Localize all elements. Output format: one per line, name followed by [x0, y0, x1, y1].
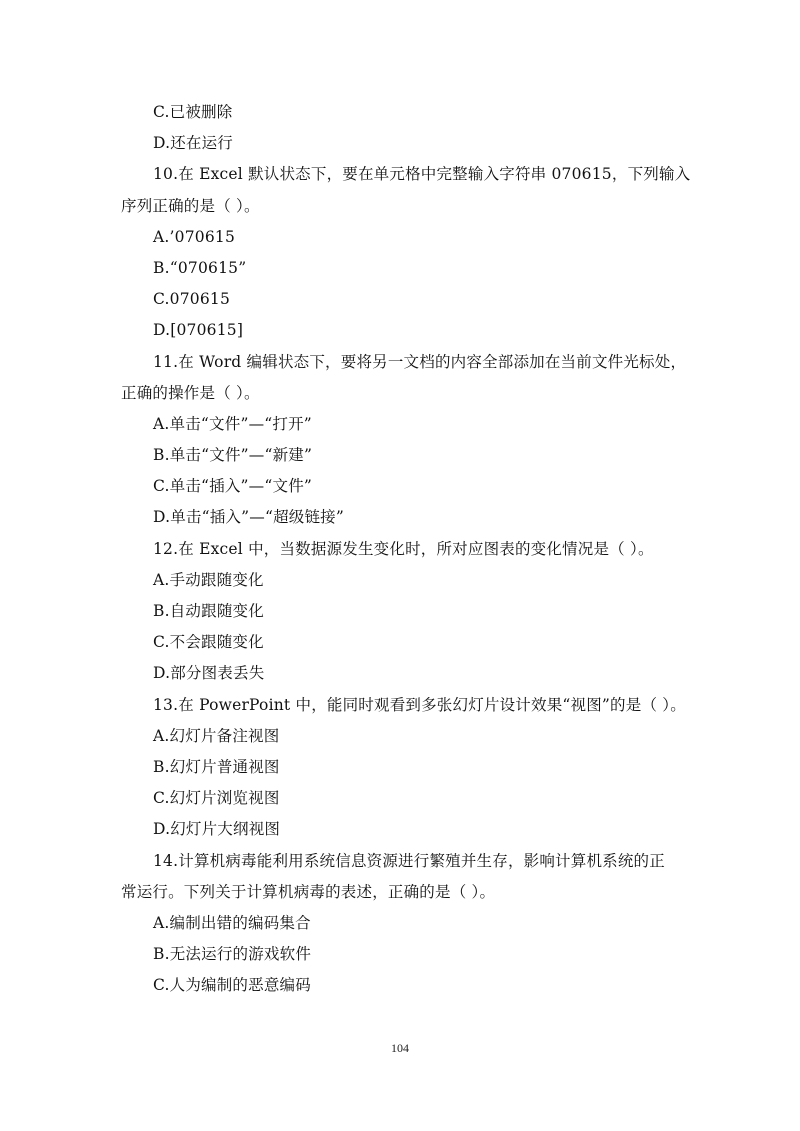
- answer-option: D.[070615]: [153, 321, 244, 340]
- answer-option: C.070615: [153, 290, 231, 309]
- answer-option: A.手动跟随变化: [153, 570, 264, 589]
- answer-option: C.不会跟随变化: [153, 633, 264, 652]
- answer-option: B.无法运行的游戏软件: [153, 945, 312, 964]
- answer-option: B.自动跟随变化: [153, 602, 264, 620]
- answer-option: D.部分图表丢失: [153, 664, 265, 683]
- answer-option: B.“070615”: [153, 258, 247, 277]
- question-text: 10.在 Excel 默认状态下，要在单元格中完整输入字符串 070615，下列输入: [153, 165, 691, 184]
- answer-option: C.人为编制的恶意编码: [153, 976, 311, 995]
- question-text: 12.在 Excel 中，当数据源发生变化时，所对应图表的变化情况是（ ）。: [153, 539, 654, 558]
- answer-option: A.幻灯片备注视图: [153, 726, 280, 745]
- answer-option: C.已被删除: [153, 103, 233, 121]
- answer-option: D.幻灯片大纲视图: [153, 820, 281, 839]
- answer-option: D.单击“插入”—“超级链接”: [153, 508, 344, 527]
- page-number: 104: [391, 1041, 409, 1055]
- question-text-continued: 常运行。下列关于计算机病毒的表述，正确的是（ ）。: [121, 882, 496, 901]
- answer-option: B.幻灯片普通视图: [153, 757, 280, 776]
- question-text-continued: 序列正确的是（ ）。: [121, 196, 260, 215]
- answer-option: C.幻灯片浏览视图: [153, 789, 280, 808]
- answer-option: B.单击“文件”—“新建”: [153, 446, 313, 465]
- answer-option: D.还在运行: [153, 134, 234, 153]
- question-text: 13.在 PowerPoint 中，能同时观看到多张幻灯片设计效果“视图”的是（ ）。: [153, 695, 686, 714]
- answer-option: A.’070615: [153, 227, 236, 246]
- question-text-continued: 正确的操作是（ ）。: [121, 383, 260, 402]
- question-text: 14.计算机病毒能利用系统信息资源进行繁殖并生存，影响计算机系统的正: [153, 851, 665, 870]
- page-content: [121, 97, 691, 1001]
- question-text: 11.在 Word 编辑状态下，要将另一文档的内容全部添加在当前文件光标处，: [153, 352, 687, 371]
- answer-option: A.单击“文件”—“打开”: [153, 414, 312, 433]
- answer-option: A.编制出错的编码集合: [153, 913, 311, 932]
- answer-option: C.单击“插入”—“文件”: [153, 477, 313, 496]
